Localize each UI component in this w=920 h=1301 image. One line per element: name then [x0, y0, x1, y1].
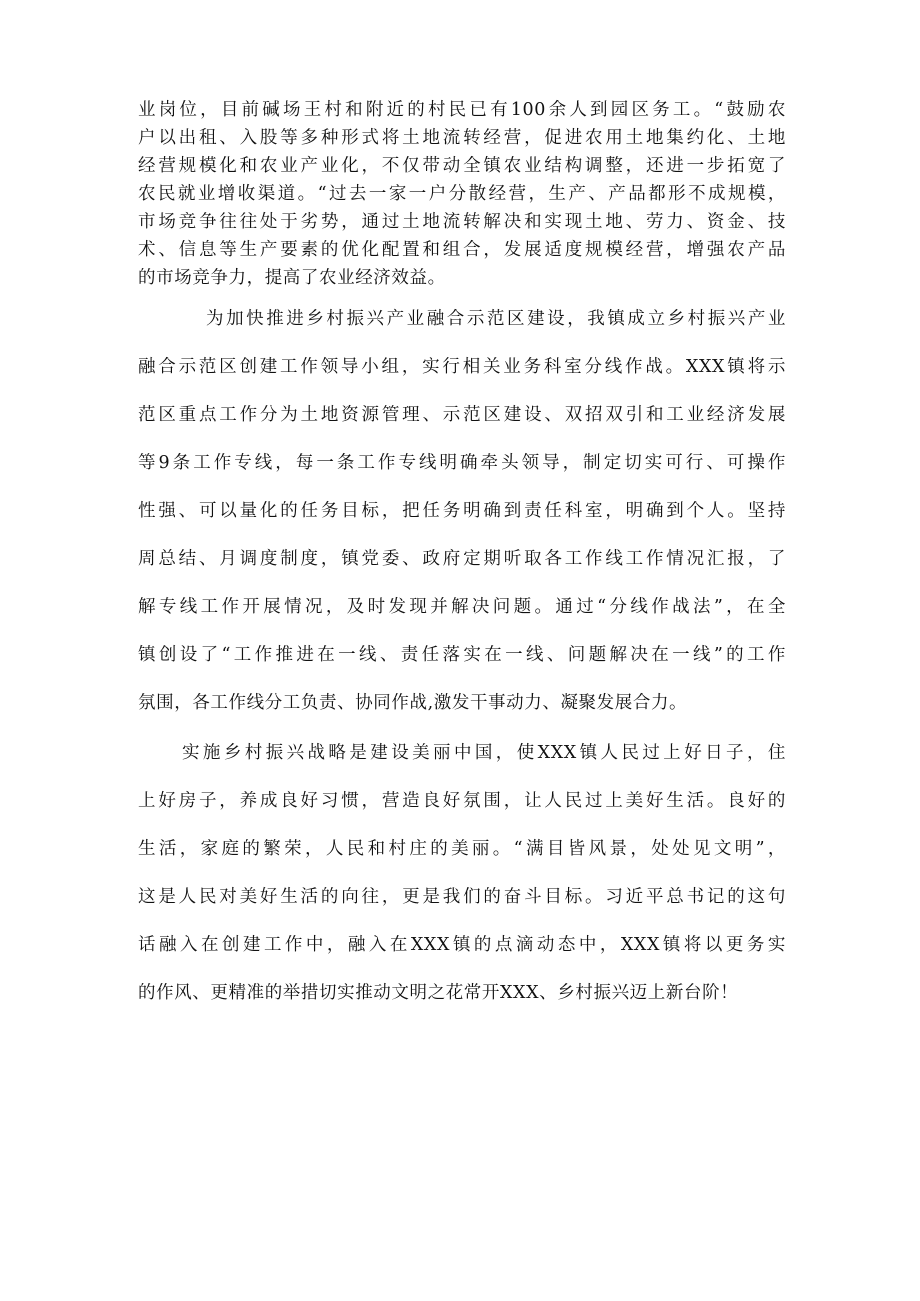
paragraph-3-line: 生活，家庭的繁荣，人民和村庄的美丽。“满目皆风景，处处见文明”，: [138, 839, 786, 859]
paragraph-2-line: 周总结、月调度制度，镇党委、政府定期听取各工作线工作情况汇报，了: [138, 549, 786, 569]
paragraph-2-line: 范区重点工作分为土地资源管理、示范区建设、双招双引和工业经济发展: [138, 405, 786, 425]
paragraph-3-line: 这是人民对美好生活的向往，更是我们的奋斗目标。习近平总书记的这句: [138, 887, 786, 907]
paragraph-1: [138, 96, 786, 292]
paragraph-2-line: 解专线工作开展情况，及时发现并解决问题。通过“分线作战法”，在全: [138, 597, 786, 617]
paragraph-2-line: 镇创设了“工作推进在一线、责任落实在一线、问题解决在一线”的工作: [138, 645, 786, 665]
paragraph-1-line: 业岗位，目前碱场王村和附近的村民已有100余人到园区务工。“鼓励农: [138, 100, 786, 120]
paragraph-1-line: 市场竞争往往处于劣势，通过土地流转解决和实现土地、劳力、资金、技: [138, 212, 786, 232]
paragraph-2-line: 性强、可以量化的任务目标，把任务明确到责任科室，明确到个人。坚持: [138, 501, 786, 521]
paragraph-2-line: 等9条工作专线，每一条工作专线明确牵头领导，制定切实可行、可操作: [138, 453, 786, 473]
paragraph-2-line: 融合示范区创建工作领导小组，实行相关业务科室分线作战。XXX镇将示: [138, 357, 786, 377]
paragraph-2-line: 为加快推进乡村振兴产业融合示范区建设，我镇成立乡村振兴产业: [206, 309, 786, 329]
paragraph-2: [138, 295, 786, 727]
paragraph-3-line: 话融入在创建工作中，融入在XXX镇的点滴动态中，XXX镇将以更务实: [138, 935, 786, 955]
paragraph-3-line: 的作风、更精准的举措切实推动文明之花常开XXX、乡村振兴迈上新台阶！: [138, 983, 739, 1003]
paragraph-1-line: 农民就业增收渠道。“过去一家一户分散经营，生产、产品都形不成规模，: [138, 184, 786, 204]
paragraph-3-line: 实施乡村振兴战略是建设美丽中国，使XXX镇人民过上好日子，住: [182, 743, 786, 763]
paragraph-1-line: 户以出租、入股等多种形式将土地流转经营，促进农用土地集约化、土地: [138, 128, 786, 148]
paragraph-1-line: 经营规模化和农业产业化，不仅带动全镇农业结构调整，还进一步拓宽了: [138, 156, 786, 176]
paragraph-1-line: 术、信息等生产要素的优化配置和组合，发展适度规模经营，增强农产品: [138, 240, 786, 260]
paragraph-3: [138, 729, 786, 1017]
paragraph-3-line: 上好房子，养成良好习惯，营造良好氛围，让人民过上美好生活。良好的: [138, 791, 786, 811]
paragraph-2-line: 氛围，各工作线分工负责、协同作战,激发干事动力、凝聚发展合力。: [138, 693, 688, 713]
paragraph-1-line: 的市场竞争力，提高了农业经济效益。: [138, 268, 446, 288]
